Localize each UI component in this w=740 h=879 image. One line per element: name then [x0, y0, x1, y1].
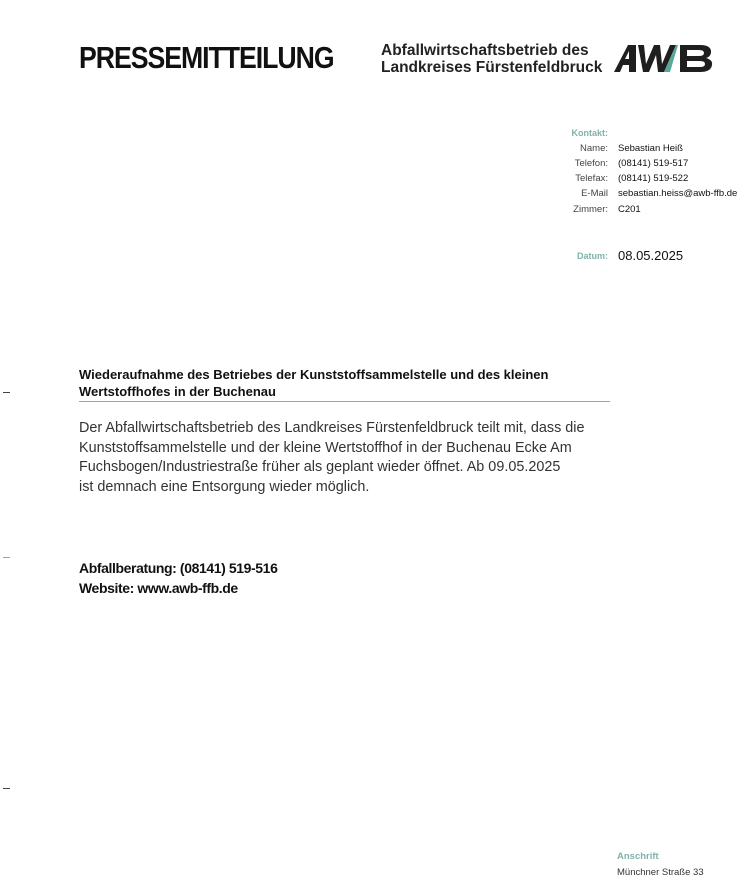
body-line: ist demnach eine Entsorgung wieder möglich. [79, 478, 370, 495]
waste-advice-phone: Abfallberatung: (08141) 519-516 [79, 560, 278, 576]
contact-value: Sebastian Heiß [618, 143, 683, 154]
address-street: Münchner Straße 33 [617, 867, 704, 878]
body-line: Der Abfallwirtschaftsbetrieb des Landkreises Fürstenfeldbruck teilt mit, dass die [79, 420, 585, 436]
body-paragraph [79, 419, 614, 497]
body-line: Kunststoffsammelstelle und der kleine Wertstoffhof in der Buchenau Ecke Am [79, 439, 572, 456]
press-release-title: PRESSEMITTEILUNG [79, 40, 334, 75]
contact-row-name [520, 143, 683, 154]
contact-label: Telefax: [575, 173, 608, 184]
contact-label: Zimmer: [573, 204, 608, 215]
awb-logo-icon [614, 44, 714, 74]
contact-row-fax [520, 173, 689, 184]
punch-mark [3, 557, 10, 558]
contact-label: Name: [580, 143, 608, 154]
fold-mark [3, 392, 10, 393]
organization-line-1: Abfallwirtschaftsbetrieb des [381, 42, 589, 59]
awb-logo [614, 44, 714, 79]
address-heading: Anschrift [617, 851, 659, 862]
contact-row-email [520, 188, 738, 199]
subject-line-1: Wiederaufnahme des Betriebes der Kunststoffsammelstelle und des kleinen [79, 367, 549, 382]
body-line: Fuchsbogen/Industriestraße früher als geplant wieder öffnet. Ab 09.05.2025 [79, 459, 561, 475]
contact-label: Telefon: [574, 158, 608, 169]
contact-row-phone [520, 158, 689, 169]
date-label: Datum: [577, 251, 608, 261]
contact-email-link[interactable]: sebastian.heiss@awb-ffb.de [618, 188, 738, 199]
website-link[interactable]: Website: www.awb-ffb.de [79, 580, 238, 596]
subject-divider [79, 401, 610, 402]
info-block [79, 558, 277, 598]
contact-value: (08141) 519-517 [618, 158, 689, 169]
organization-name [381, 42, 602, 76]
subject-heading [79, 366, 609, 400]
contact-row-room [520, 204, 641, 215]
fold-mark [3, 788, 10, 789]
contact-value: C201 [618, 204, 641, 215]
subject-line-2: Wertstoffhofes in der Buchenau [79, 384, 276, 399]
contact-value: (08141) 519-522 [618, 173, 689, 184]
date-value: 08.05.2025 [618, 248, 684, 263]
contact-heading: Kontakt: [571, 128, 608, 138]
contact-label: E-Mail [581, 188, 608, 199]
organization-line-2: Landkreises Fürstenfeldbruck [381, 59, 603, 76]
